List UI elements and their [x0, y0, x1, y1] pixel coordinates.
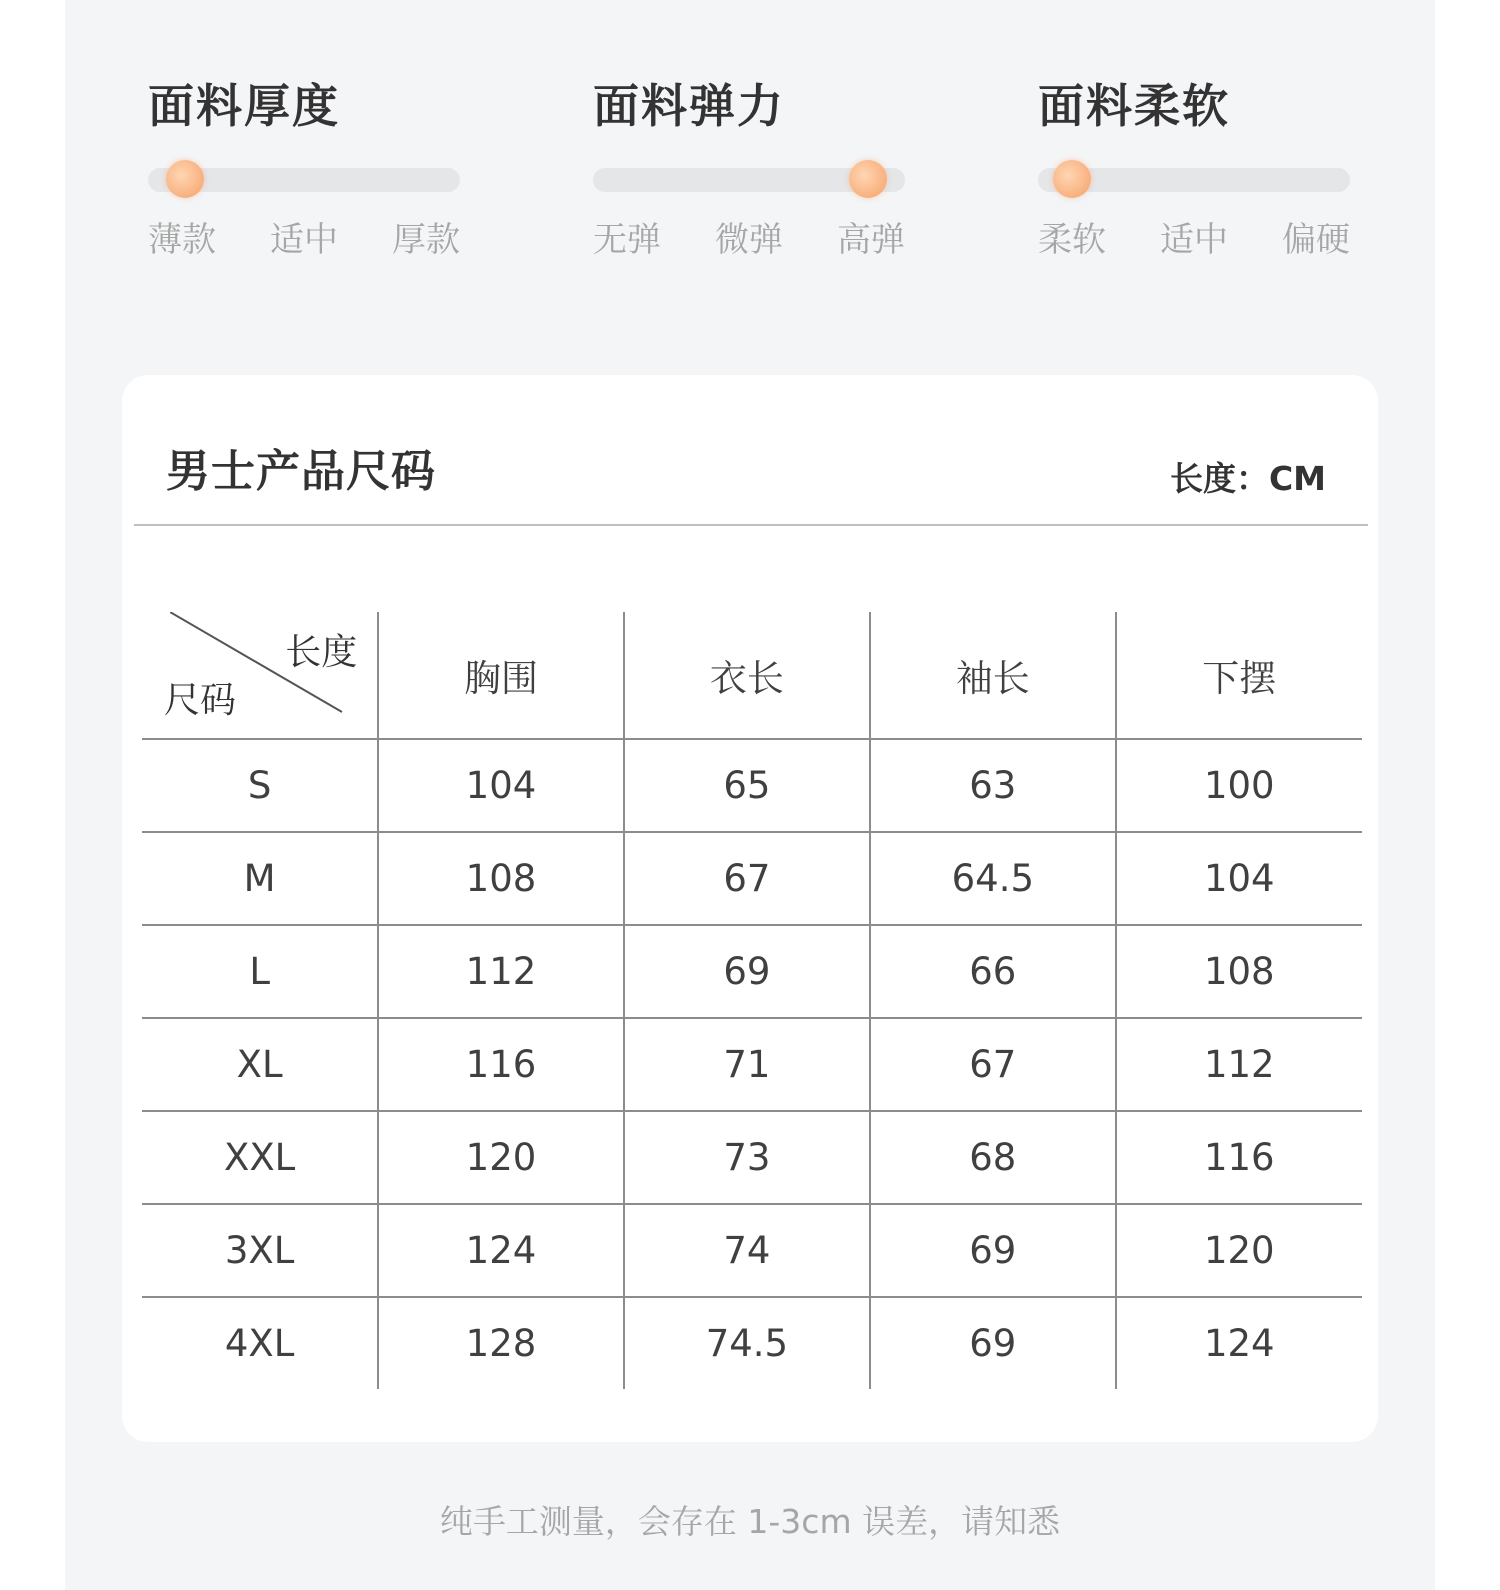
scale-label: 适中 [1160, 220, 1228, 260]
card-title: 男士产品尺码 [166, 446, 436, 497]
size-cell: S [142, 739, 378, 832]
size-cell: XL [142, 1018, 378, 1111]
table-cell: 66 [870, 925, 1115, 1018]
table-cell: 68 [870, 1111, 1115, 1204]
table-row [142, 1111, 1362, 1204]
column-header: 衣长 [624, 612, 870, 739]
scale-label: 厚款 [392, 220, 460, 260]
table-cell: 104 [378, 739, 623, 832]
scale-labels [1038, 212, 1350, 260]
table-row [142, 925, 1362, 1018]
table-cell: 69 [624, 925, 870, 1018]
scale-label: 高弹 [837, 220, 905, 260]
unit-label: 长度：CM [1169, 459, 1326, 498]
scale-title: 面料厚度 [148, 79, 340, 133]
table-cell: 112 [378, 925, 623, 1018]
table-cell: 67 [870, 1018, 1115, 1111]
scale-knob [1053, 160, 1091, 198]
table-cell: 108 [1116, 925, 1362, 1018]
table-cell: 74.5 [624, 1297, 870, 1389]
table-row [142, 1018, 1362, 1111]
table-cell: 112 [1116, 1018, 1362, 1111]
table-cell: 128 [378, 1297, 623, 1389]
table-cell: 100 [1116, 739, 1362, 832]
table-cell: 65 [624, 739, 870, 832]
footnote: 纯手工测量，会存在 1-3cm 误差，请知悉 [439, 1502, 1061, 1541]
table-cell: 63 [870, 739, 1115, 832]
divider [134, 524, 1368, 526]
table-header-row [142, 612, 1362, 739]
table-cell: 67 [624, 832, 870, 925]
table-cell: 74 [624, 1204, 870, 1297]
scale-knob [849, 160, 887, 198]
corner-label-size: 尺码 [164, 680, 237, 721]
scale-label: 微弹 [715, 220, 783, 260]
scale-knob [166, 160, 204, 198]
scale-label: 柔软 [1038, 220, 1106, 260]
corner-header-cell [142, 612, 378, 739]
size-cell: L [142, 925, 378, 1018]
scale-title: 面料柔软 [1038, 79, 1230, 133]
column-header: 下摆 [1116, 612, 1362, 739]
size-table [142, 612, 1362, 1389]
table-cell: 104 [1116, 832, 1362, 925]
corner-label-length: 长度 [285, 632, 358, 673]
table-cell: 120 [1116, 1204, 1362, 1297]
column-header: 胸围 [378, 612, 623, 739]
table-row [142, 832, 1362, 925]
page [65, 0, 1435, 1590]
table-cell: 73 [624, 1111, 870, 1204]
table-cell: 116 [1116, 1111, 1362, 1204]
table-cell: 64.5 [870, 832, 1115, 925]
table-cell: 108 [378, 832, 623, 925]
table-cell: 120 [378, 1111, 623, 1204]
scale-label: 偏硬 [1282, 220, 1350, 260]
table-cell: 69 [870, 1297, 1115, 1389]
table-cell: 124 [1116, 1297, 1362, 1389]
table-cell: 124 [378, 1204, 623, 1297]
table-cell: 71 [624, 1018, 870, 1111]
table-row [142, 1297, 1362, 1389]
size-cell: 3XL [142, 1204, 378, 1297]
column-header: 袖长 [870, 612, 1115, 739]
scale-label: 薄款 [148, 220, 216, 260]
table-row [142, 1204, 1362, 1297]
scale-label: 适中 [270, 220, 338, 260]
scale-label: 无弹 [593, 220, 661, 260]
size-cell: M [142, 832, 378, 925]
scale-labels [593, 212, 905, 260]
size-chart-card [122, 375, 1378, 1442]
scale-labels [148, 212, 460, 260]
size-cell: XXL [142, 1111, 378, 1204]
scale-title: 面料弹力 [593, 79, 785, 133]
size-cell: 4XL [142, 1297, 378, 1389]
table-row [142, 739, 1362, 832]
table-cell: 116 [378, 1018, 623, 1111]
table-cell: 69 [870, 1204, 1115, 1297]
